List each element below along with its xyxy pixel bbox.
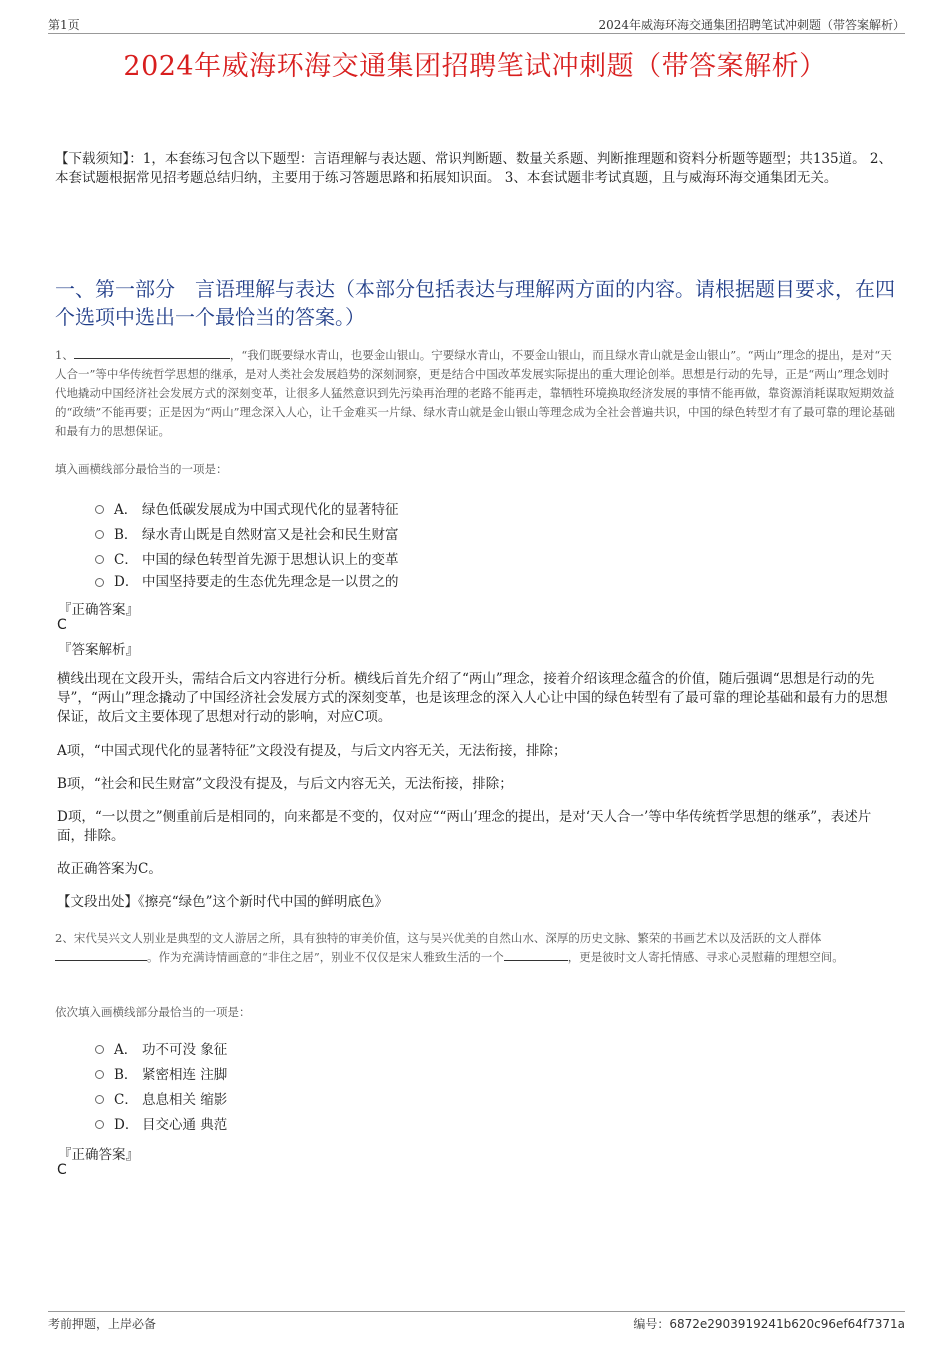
question-2-prompt: 依次填入画横线部分最恰当的一项是： xyxy=(55,1005,251,1019)
question-2-number: 2、 xyxy=(55,931,74,945)
footer-slogan: 考前押题，上岸必备 xyxy=(48,1317,157,1331)
option-c[interactable]: C． 中国的绿色转型首先源于思想认识上的变革 xyxy=(95,545,399,570)
radio-icon[interactable] xyxy=(95,1120,104,1129)
option-a[interactable]: A． 绿色低碳发展成为中国式现代化的显著特征 xyxy=(95,495,399,520)
page-header xyxy=(48,14,905,34)
download-notice: 【下载须知】：1，本套练习包含以下题型：言语理解与表达题、常识判断题、数量关系题、判断推理题和资料分析题等题型；共135道。 2、本套试题根据常见招考题总结归纳，主要用于练习答题思路和拓展知识面。 3、本套试题非考试真题，且与威海环海交通集团无关。 xyxy=(55,151,892,186)
analysis-option-a: A项，“中国式现代化的显著特征”文段没有提及，与后文内容无关，无法衔接，排除； xyxy=(57,743,567,759)
question-2-blank-1 xyxy=(55,949,147,961)
question-1-prompt: 填入画横线部分最恰当的一项是： xyxy=(55,462,228,476)
page-footer xyxy=(48,1311,905,1331)
radio-icon[interactable] xyxy=(95,1070,104,1079)
question-2-options xyxy=(95,1035,227,1135)
answer-value: C xyxy=(57,1162,67,1178)
section-heading: 一、第一部分 言语理解与表达（本部分包括表达与理解两方面的内容。请根据题目要求，在四个选项中选出一个最恰当的答案。） xyxy=(55,277,895,329)
option-a[interactable]: A． 功不可没 象征 xyxy=(95,1035,227,1060)
radio-icon[interactable] xyxy=(95,1045,104,1054)
analysis-label: 『答案解析』 xyxy=(58,642,139,658)
question-2-text: 2、宋代吴兴文人别业是典型的文人游居之所，具有独特的审美价值，这与吴兴优美的自然山水、深厚的历史文脉、繁荣的书画艺术以及活跃的文人群体。作为充满诗情画意的“非住之居”，别业不仅仅是宋人雅致生活的一个 ，更是彼时文人寄托情感、寻求心灵慰藉的理想空间。 xyxy=(55,931,844,964)
radio-icon[interactable] xyxy=(95,555,104,564)
analysis-option-b: B项，“社会和民生财富”文段没有提及，与后文内容无关，无法衔接，排除； xyxy=(57,776,513,792)
question-1-options xyxy=(95,495,399,590)
option-b[interactable]: B． 绿水青山既是自然财富又是社会和民生财富 xyxy=(95,520,399,545)
radio-icon[interactable] xyxy=(95,505,104,514)
question-1-number: 1、 xyxy=(55,348,74,362)
question-1-text xyxy=(55,346,900,441)
page-number: 第1页 xyxy=(48,18,80,32)
document-code: 编号：6872e2903919241b620c96ef64f7371a xyxy=(633,1317,905,1331)
question-1-blank xyxy=(74,347,230,359)
option-b[interactable]: B． 紧密相连 注脚 xyxy=(95,1060,227,1085)
answer-value: C xyxy=(57,617,67,633)
option-c[interactable]: C． 息息相关 缩影 xyxy=(95,1085,227,1110)
radio-icon[interactable] xyxy=(95,1095,104,1104)
analysis-paragraph: 横线出现在文段开头，需结合后文内容进行分析。横线后首先介绍了“两山”理念，接着介绍该理念蕴含的价值，随后强调“思想是行动的先导”，“两山”理念撬动了中国经济社会发展方式的深刻变革，也是该理念的深入人心让中国的绿色转型有了最可靠的理论基础和最有力的思想保证，故后文主要体现了思想对行动的影响，对应C项。 xyxy=(57,671,888,725)
question-2-blank-2 xyxy=(504,949,568,961)
analysis-option-d: D项，“一以贯之”侧重前后是相同的，向来都是不变的，仅对应““两山’理念的提出，是对‘天人合一’等中华传统哲学思想的继承”，表述片面，排除。 xyxy=(57,809,872,844)
analysis-conclusion: 故正确答案为C。 xyxy=(57,861,162,877)
header-doc-title: 2024年威海环海交通集团招聘笔试冲刺题（带答案解析） xyxy=(598,18,905,32)
document-title: 2024年威海环海交通集团招聘笔试冲刺题（带答案解析） xyxy=(123,51,827,82)
source-citation: 【文段出处】《擦亮“绿色”这个新时代中国的鲜明底色》 xyxy=(57,894,389,910)
radio-icon[interactable] xyxy=(95,578,104,587)
question-1-body: ，“我们既要绿水青山，也要金山银山。宁要绿水青山，不要金山银山，而且绿水青山就是金山银山”。“两山”理念的提出，是对“天人合一”等中华传统哲学思想的继承，是对人类社会发展趋势的深刻洞察，更是结合中国改革发展实际提出的重大理论创举。思想是行动的先导，正是“两山”理念划时代地撬动中国经济社会发展方式的深刻变革，让很多人猛然意识到先污染再治理的老路不能再走，靠牺牲环境换取经济发展的事情不能再做，靠资源消耗谋取短期效益的“政绩”不能再要；正是因为“两山”理念深入人心，让千金难买一片绿、绿水青山就是金山银山等理念成为全社会普遍共识，中国的绿色转型才有了最可靠的理论基础和最有力的思想保证。 xyxy=(55,348,896,438)
option-d[interactable]: D． 中国坚持要走的生态优先理念是一以贯之的 xyxy=(95,570,399,590)
answer-label: 『正确答案』 xyxy=(58,602,139,618)
radio-icon[interactable] xyxy=(95,530,104,539)
answer-label: 『正确答案』 xyxy=(58,1147,139,1163)
option-d[interactable]: D． 目交心通 典范 xyxy=(95,1110,227,1135)
